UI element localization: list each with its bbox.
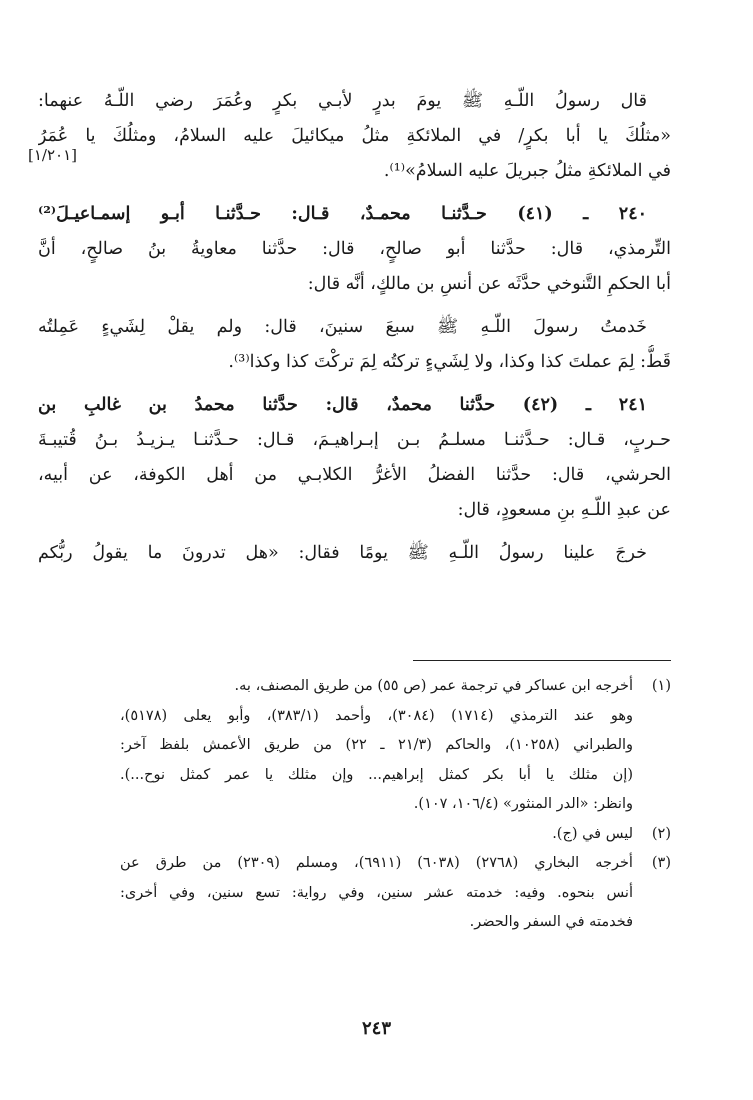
- footnote-2-line: [120, 820, 671, 850]
- text-line: خَدمتُ رسولَ اللّـهِ ﷺ سبعَ سنينَ، قال: ولم يقلْ لِشَيءٍ عَمِلتُه: [38, 317, 647, 337]
- manuscript-folio-marker: [١/٢٠١]: [28, 146, 77, 164]
- footnotes: [120, 672, 671, 938]
- footnote-number: (٢): [651, 825, 671, 842]
- footnote-1-line: [120, 672, 671, 702]
- text-line: حـربٍ، قـال: حـدَّثنـا مسلـمُ بـن إبـراهيـمَ، قـال: حـدَّثنـا يـزيـدُ بـنُ قُتيبـةَ: [38, 430, 671, 450]
- footnote-3-line: [120, 849, 671, 879]
- footnote-number: (١): [651, 678, 671, 694]
- main-text: [38, 84, 671, 571]
- footnote-1-line: والطبراني (١٠٢٥٨)، والحاكم (٢١/٣ ـ ٢٢) من طريق الأعمش بلفظ آخر:: [120, 737, 634, 753]
- footnote-divider: [413, 660, 671, 661]
- footnote-3-line: أنس بنحوه. وفيه: خدمته عشر سنين، وفي رواية: تسع سنين، وفي أخرى:: [120, 884, 633, 901]
- text-line: في الملائكةِ مثلُ جبريلَ عليه السلامُ»⁽¹⁾.: [383, 161, 671, 181]
- footnote-1-line: (إن مثلك يا أبا بكر كمثل إبراهيم... وإن مثلك يا عمر كمثل نوح...).: [120, 766, 633, 783]
- footnote-text: أخرجه ابن عساكر في ترجمة عمر (ص ٥٥) من طريق المصنف، به.: [234, 678, 633, 694]
- page-number: ٢٤٣: [361, 1018, 391, 1039]
- footnote-number: (٣): [651, 855, 671, 871]
- text-line: «مثلُكَ يا أبا بكرٍ/ في الملائكةِ مثلُ ميكائيلَ عليه السلامُ، ومثلُكَ يا عُمَرُ: [38, 126, 671, 146]
- footnote-text: ليس في (ج).: [552, 825, 633, 842]
- text-line: أبا الحكمِ التَّنوخي حدَّثَه عن أنسِ بن مالكٍ، أنَّه قال:: [307, 274, 671, 294]
- footnote-1-line: وانظر: «الدر المنثور» (١٠٦/٤، ١٠٧).: [413, 796, 633, 812]
- text-line: التِّرمذي، قال: حدَّثنا أبو صالحٍ، قال: حدَّثنا معاويةُ بنُ صالحٍ، أنَّ: [38, 239, 671, 259]
- hadith-heading-241: ٢٤١ ـ (٤٢) حدَّثنا محمدٌ، قال: حدَّثنا محمدُ بن غالبِ بن: [38, 395, 647, 415]
- text-line: قَطُّ: لِمَ عملتَ كذا وكذا، ولا لِشَيءٍ تركتُه لِمَ تركْتَ كذا وكذا⁽³⁾.: [228, 352, 671, 372]
- hadith-heading-240: ٢٤٠ ـ (٤١) حـدَّثنـا محمـدٌ، قـال: حـدَّثنـا أبـو إسمـاعيـلَ⁽²⁾: [38, 204, 647, 224]
- text-line: قال رسولُ اللّـهِ ﷺ يومَ بدرٍ لأبـي بكرٍ وعُمَرَ رضي اللّـهُ عنهما:: [38, 91, 647, 111]
- footnote-text: أخرجه البخاري (٢٧٦٨) (٦٠٣٨) (٦٩١١)، ومسلم (٢٣٠٩) من طرق عن: [120, 855, 633, 871]
- text-line: الحرشي، قال: حدَّثنا الفضلُ الأغرُّ الكلابـي من أهل الكوفة، عن أبيه،: [38, 465, 671, 485]
- footnote-3-line: فخدمته في السفر والحضر.: [469, 914, 633, 930]
- text-line: خرجَ علينا رسولُ اللّـهِ ﷺ يومًا فقال: «هل تدرونَ ما يقولُ ربُّكم: [38, 543, 647, 563]
- footnote-1-line: وهو عند الترمذي (١٧١٤) (٣٠٨٤)، وأحمد (٣٨٣/١)، وأبو يعلى (٥١٧٨)،: [120, 707, 633, 724]
- text-line: عن عبدِ اللّـهِ بنِ مسعودٍ، قال:: [457, 500, 671, 520]
